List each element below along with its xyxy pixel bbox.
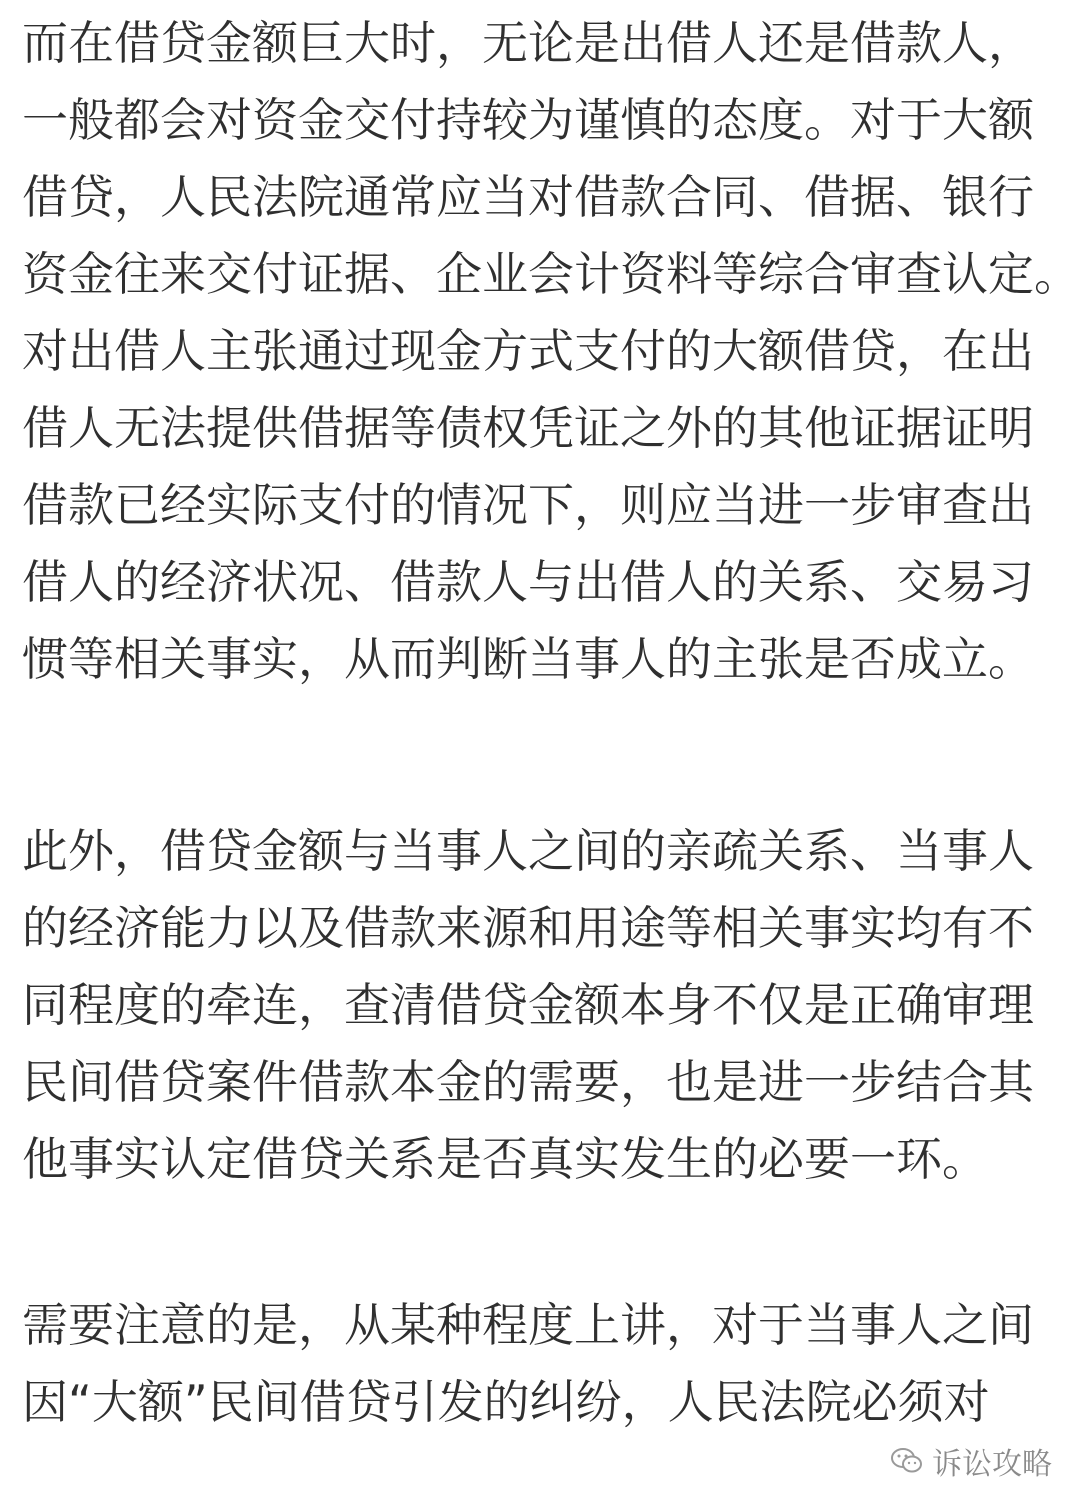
text-line: 的经济能力以及借款来源和用途等相关事实均有不 (22, 901, 1034, 955)
paragraph-2 (22, 813, 1034, 1198)
text-line: 资金往来交付证据、企业会计资料等综合审查认定。 (22, 247, 1080, 301)
text-line: 此外，借贷金额与当事人之间的亲疏关系、当事人 (22, 824, 1034, 878)
text-line: 民间借贷案件借款本金的需要，也是进一步结合其 (22, 1055, 1034, 1109)
text-line: 而在借贷金额巨大时，无论是出借人还是借款人， (22, 16, 1034, 70)
paragraph-1 (22, 5, 1080, 698)
source-watermark (884, 1437, 1058, 1485)
text-line: 借款已经实际支付的情况下，则应当进一步审查出 (22, 478, 1034, 532)
text-line: 一般都会对资金交付持较为谨慎的态度。对于大额 (22, 93, 1034, 147)
wechat-icon (890, 1447, 924, 1475)
text-line: 需要注意的是，从某种程度上讲，对于当事人之间 (22, 1298, 1034, 1352)
brand-name: 诉讼攻略 (932, 1447, 1052, 1482)
text-line: 借贷，人民法院通常应当对借款合同、借据、银行 (22, 170, 1034, 224)
text-line: 他事实认定借贷关系是否真实发生的必要一环。 (22, 1132, 988, 1186)
paragraph-3 (22, 1287, 1034, 1441)
text-line: 同程度的牵连，查清借贷金额本身不仅是正确审理 (22, 978, 1034, 1032)
text-line: 对出借人主张通过现金方式支付的大额借贷，在出 (22, 324, 1034, 378)
text-line: 因“大额”民间借贷引发的纠纷，人民法院必须对 (22, 1375, 990, 1429)
text-line: 借人无法提供借据等债权凭证之外的其他证据证明 (22, 401, 1034, 455)
text-line: 借人的经济状况、借款人与出借人的关系、交易习 (22, 555, 1034, 609)
text-line: 惯等相关事实，从而判断当事人的主张是否成立。 (22, 632, 1034, 686)
